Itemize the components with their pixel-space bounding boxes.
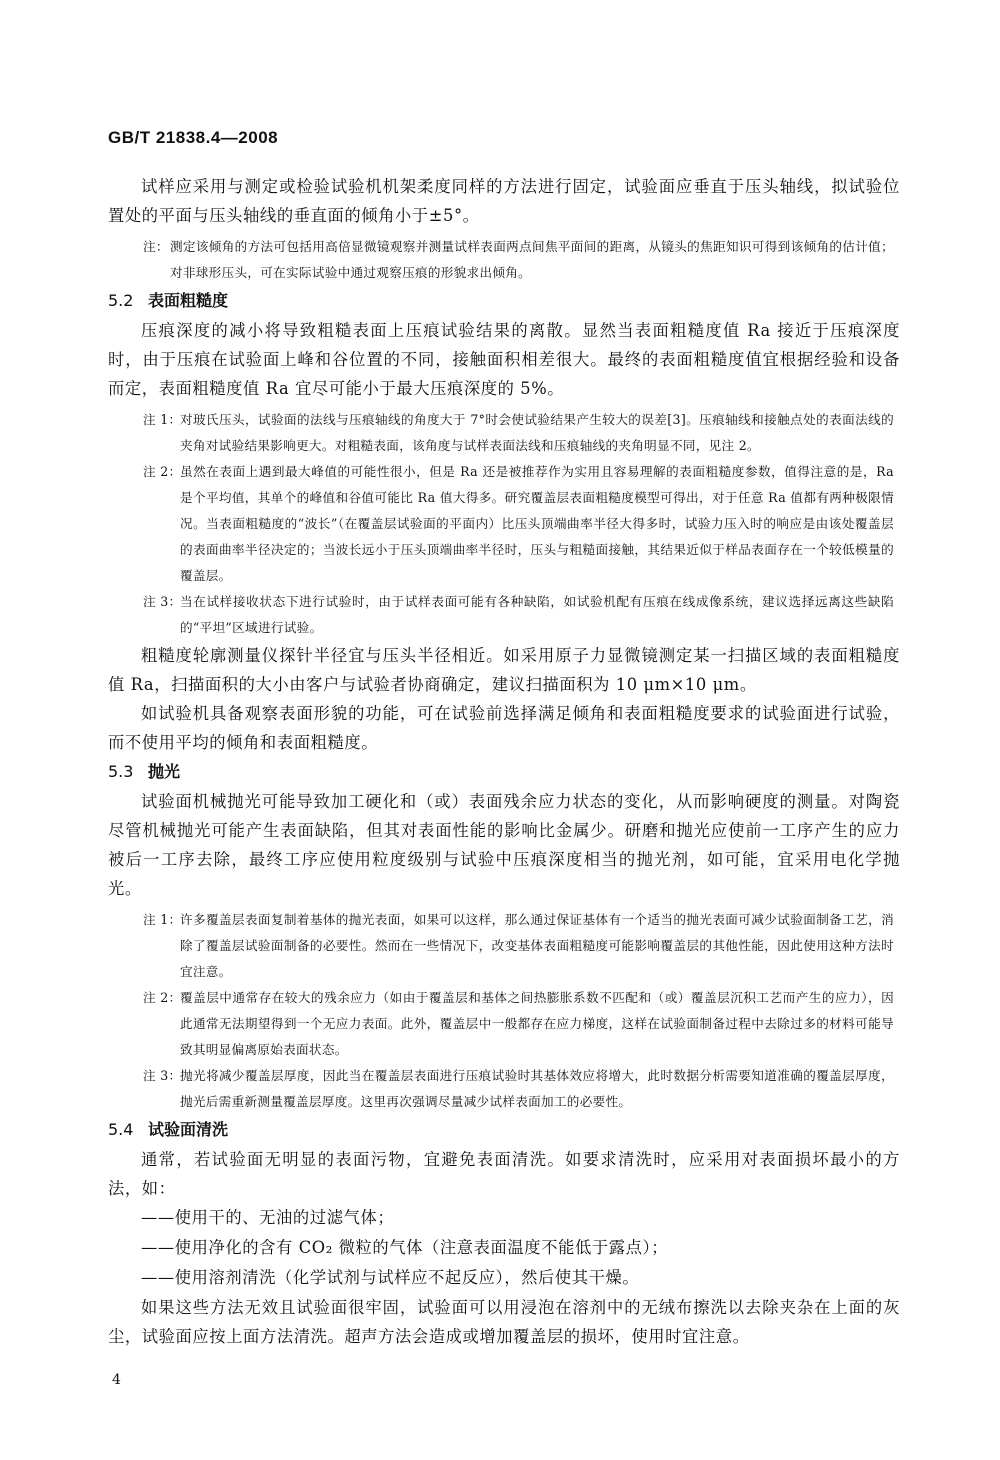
paragraph: 如果这些方法无效且试验面很牢固，试验面可以用浸泡在溶剂中的无绒布擦洗以去除夹杂在上面的灰尘，试验面应按上面方法清洗。超声方法会造成或增加覆盖层的损坏，使用时宜注意。 [108, 1298, 900, 1346]
paragraph: 粗糙度轮廓测量仪探针半径宜与压头半径相近。如采用原子力显微镜测定某一扫描区域的表面粗糙度值 Ra，扫描面积的大小由客户与试验者协商确定，建议扫描面积为 10 μm×10 μm。 [108, 646, 900, 694]
note [108, 985, 900, 1063]
note-text: 虽然在表面上遇到最大峰值的可能性很小，但是 Ra 还是被推荐作为实用且容易理解的表面粗糙度参数，值得注意的是，Ra 是个平均值，其单个的峰值和谷值可能比 Ra 值大得多。研究覆盖层表面粗糙度模型可得出，对于任意 Ra 值都有两种极限情况。当表面粗糙度的“波长”（在覆盖层试验面的平面内）比压头顶端曲率半径大得多时，试验力压入时的响应是由该处覆盖层的表面曲率半径决定的；当波长远小于压头顶端曲率半径时，压头与粗糙面接触，其结果近似于样品表面存在一个较低模量的覆盖层。 [180, 464, 894, 583]
note [108, 907, 900, 985]
section-heading [108, 757, 900, 787]
section-heading [108, 1115, 900, 1145]
note-label: 注 3： [143, 594, 182, 609]
note-label: 注： [143, 239, 169, 254]
section-number: 5.3 [108, 762, 134, 781]
note-label: 注 2： [143, 464, 182, 479]
note [108, 234, 900, 286]
note [108, 459, 900, 589]
paragraph: 压痕深度的减小将导致粗糙表面上压痕试验结果的离散。显然当表面粗糙度值 Ra 接近于压痕深度时，由于压痕在试验面上峰和谷位置的不同，接触面积相差很大。最终的表面粗糙度值宜根据经验和设备而定，表面粗糙度值 Ra 宜尽可能小于最大压痕深度的 5%。 [108, 321, 900, 398]
section-title: 试验面清洗 [148, 1120, 229, 1139]
list-item: ——使用溶剂清洗（化学试剂与试样应不起反应），然后使其干燥。 [141, 1268, 640, 1287]
note [108, 1063, 900, 1115]
list-item: ——使用净化的含有 CO₂ 微粒的气体（注意表面温度不能低于露点）； [141, 1238, 669, 1257]
section-heading [108, 286, 900, 316]
document-code: GB/T 21838.4—2008 [108, 128, 279, 147]
note-text: 抛光将减少覆盖层厚度，因此当在覆盖层表面进行压痕试验时其基体效应将增大，此时数据分析需要知道准确的覆盖层厚度，抛光后需重新测量覆盖层厚度。这里再次强调尽量减少试样表面加工的必要性。 [180, 1068, 894, 1109]
paragraph: 试样应采用与测定或检验试验机机架柔度同样的方法进行固定，试验面应垂直于压头轴线，拟试验位置处的平面与压头轴线的垂直面的倾角小于±5°。 [108, 177, 900, 225]
section-title: 抛光 [148, 762, 181, 781]
note-label: 注 3： [143, 1068, 182, 1083]
note [108, 407, 900, 459]
note [108, 589, 900, 641]
paragraph: 如试验机具备观察表面形貌的功能，可在试验前选择满足倾角和表面粗糙度要求的试验面进行试验，而不使用平均的倾角和表面粗糙度。 [108, 704, 900, 752]
note-text: 测定该倾角的方法可包括用高倍显微镜观察并测量试样表面两点间焦平面间的距离，从镜头的焦距知识可得到该倾角的估计值；对非球形压头，可在实际试验中通过观察压痕的形貌求出倾角。 [170, 239, 894, 280]
note-label: 注 1： [143, 912, 182, 927]
section-title: 表面粗糙度 [148, 291, 229, 310]
note-text: 覆盖层中通常存在较大的残余应力（如由于覆盖层和基体之间热膨胀系数不匹配和（或）覆盖层沉积工艺而产生的应力），因此通常无法期望得到一个无应力表面。此外，覆盖层中一般都存在应力梯度，这样在试验面制备过程中去除过多的材料可能导致其明显偏离原始表面状态。 [180, 990, 894, 1057]
section-number: 5.4 [108, 1120, 134, 1139]
page-number: 4 [112, 1372, 121, 1388]
list-item: ——使用干的、无油的过滤气体； [141, 1208, 395, 1227]
document-body [108, 172, 900, 1351]
note-text: 当在试样接收状态下进行试验时，由于试样表面可能有各种缺陷，如试验机配有压痕在线成像系统，建议选择远离这些缺陷的“平坦”区域进行试验。 [180, 594, 894, 635]
paragraph: 试验面机械抛光可能导致加工硬化和（或）表面残余应力状态的变化，从而影响硬度的测量。对陶瓷尽管机械抛光可能产生表面缺陷，但其对表面性能的影响比金属少。研磨和抛光应使前一工序产生的应力被后一工序去除，最终工序应使用粒度级别与试验中压痕深度相当的抛光剂，如可能，宜采用电化学抛光。 [108, 792, 900, 898]
note-label: 注 1： [143, 412, 182, 427]
note-text: 对玻氏压头，试验面的法线与压痕轴线的角度大于 7°时会使试验结果产生较大的误差[3]。压痕轴线和接触点处的表面法线的夹角对试验结果影响更大。对粗糙表面，该角度与试样表面法线和压痕轴线的夹角明显不同，见注 2。 [180, 412, 894, 453]
section-number: 5.2 [108, 291, 134, 310]
paragraph: 通常，若试验面无明显的表面污物，宜避免表面清洗。如要求清洗时，应采用对表面损坏最小的方法，如： [108, 1150, 900, 1198]
note-label: 注 2： [143, 990, 182, 1005]
note-text: 许多覆盖层表面复制着基体的抛光表面，如果可以这样，那么通过保证基体有一个适当的抛光表面可减少试验面制备工艺，消除了覆盖层试验面制备的必要性。然而在一些情况下，改变基体表面粗糙度可能影响覆盖层的其他性能，因此使用这种方法时宜注意。 [180, 912, 894, 979]
